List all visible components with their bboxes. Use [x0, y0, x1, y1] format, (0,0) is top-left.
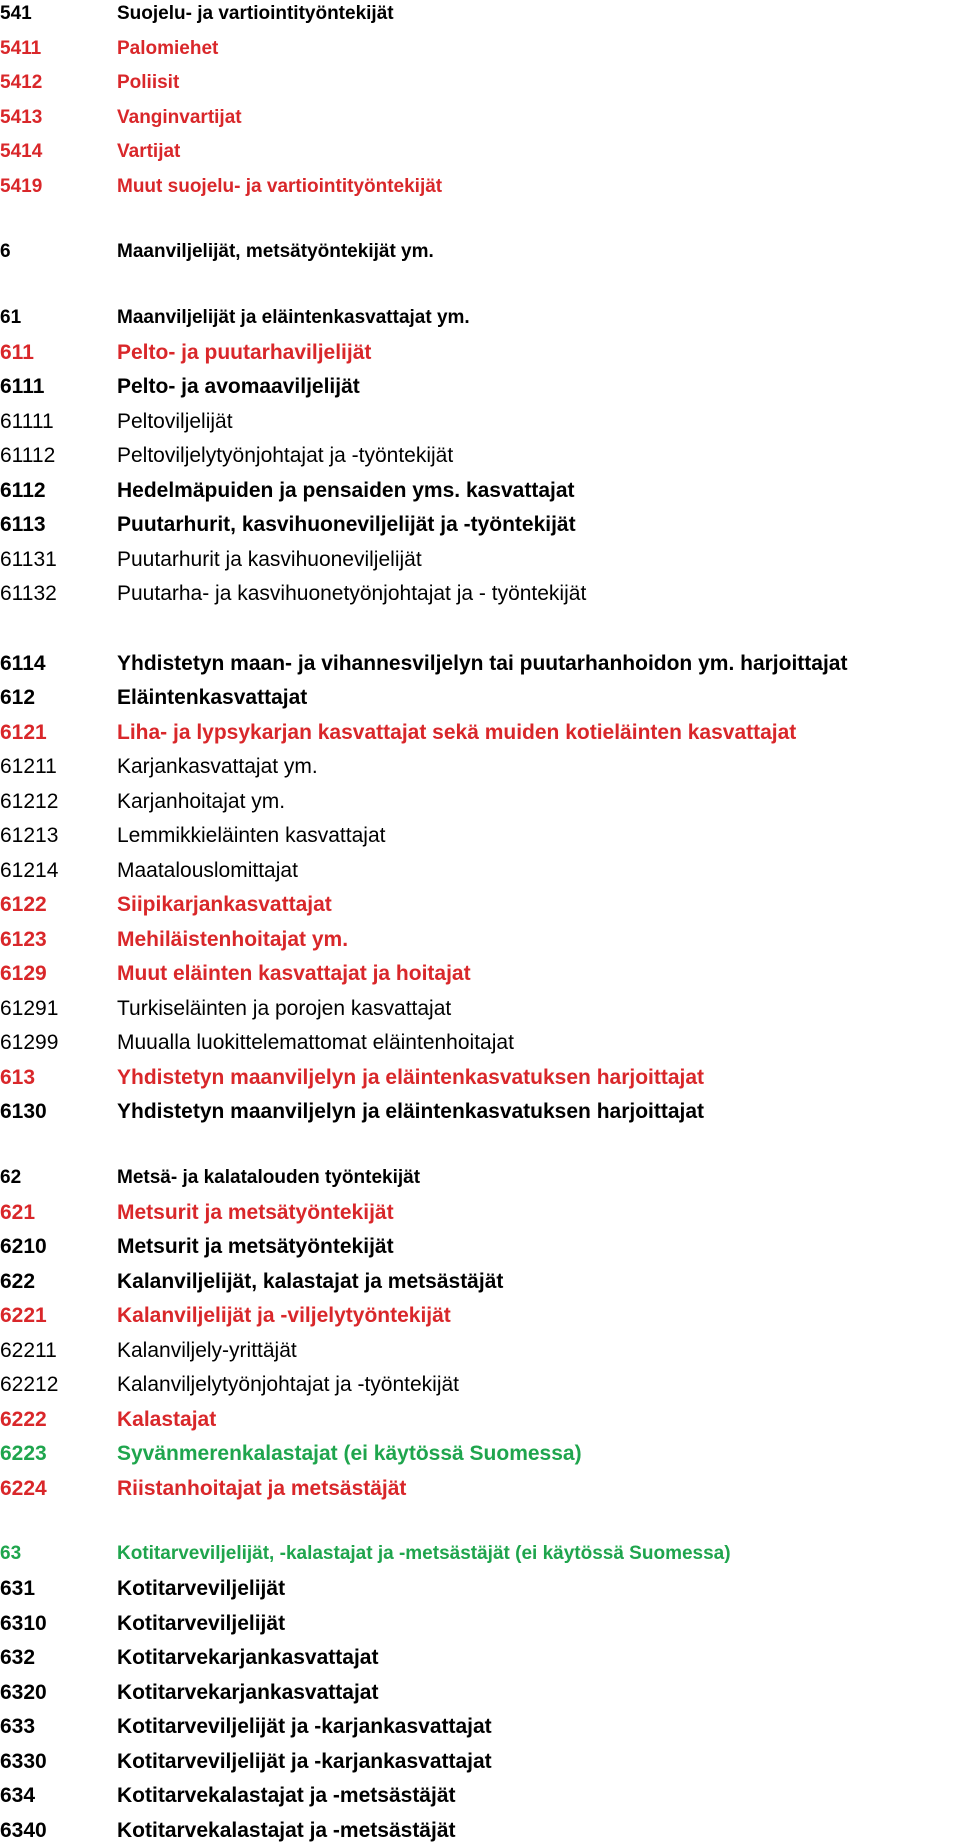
classification-row — [0, 1676, 960, 1710]
classification-row — [0, 1368, 960, 1402]
occupation-code: 6310 — [0, 1612, 47, 1635]
occupation-title: Kalanviljely-yrittäjät — [117, 1339, 297, 1362]
classification-row — [0, 1472, 960, 1506]
occupation-title: Kotitarveviljelijät, -kalastajat ja -metsästäjät (ei käytössä Suomessa) — [117, 1543, 731, 1564]
occupation-title: Lemmikkieläinten kasvattajat — [117, 824, 386, 847]
classification-row — [0, 1061, 960, 1095]
occupation-code: 62212 — [0, 1373, 59, 1396]
classification-row — [0, 1334, 960, 1368]
classification-row — [0, 888, 960, 922]
occupation-code: 61299 — [0, 1031, 59, 1054]
occupation-title: Maanviljelijät, metsätyöntekijät ym. — [117, 241, 434, 262]
occupation-title: Metsurit ja metsätyöntekijät — [117, 1235, 394, 1258]
occupation-code: 612 — [0, 686, 36, 709]
classification-row — [0, 647, 960, 681]
occupation-title: Puutarhurit ja kasvihuoneviljelijät — [117, 548, 422, 571]
occupation-title: Muut eläinten kasvattajat ja hoitajat — [117, 962, 471, 985]
occupation-code: 5419 — [0, 176, 43, 197]
occupation-code: 63 — [0, 1543, 22, 1564]
occupation-code: 62 — [0, 1167, 22, 1188]
classification-row — [0, 336, 960, 370]
classification-row — [0, 1095, 960, 1129]
occupation-title: Kotitarveviljelijät — [117, 1612, 286, 1635]
classification-row — [0, 1779, 960, 1813]
occupation-title: Kotitarveviljelijät ja -karjankasvattajat — [117, 1750, 492, 1773]
occupation-code: 6122 — [0, 893, 47, 916]
occupation-code: 6340 — [0, 1819, 47, 1842]
occupation-title: Kotitarvekarjankasvattajat — [117, 1681, 379, 1704]
classification-row — [0, 716, 960, 750]
classification-row — [0, 0, 960, 31]
occupation-code: 622 — [0, 1270, 36, 1293]
occupation-code: 5414 — [0, 141, 43, 162]
occupation-code: 6113 — [0, 513, 46, 536]
occupation-code: 61291 — [0, 997, 59, 1020]
classification-row — [0, 681, 960, 715]
occupation-title: Metsurit ja metsätyöntekijät — [117, 1201, 394, 1224]
occupation-code: 61132 — [0, 582, 57, 605]
classification-row — [0, 1026, 960, 1060]
occupation-title: Hedelmäpuiden ja pensaiden yms. kasvattajat — [117, 479, 575, 502]
occupation-title: Muut suojelu- ja vartiointityöntekijät — [117, 176, 443, 197]
occupation-title: Yhdistetyn maanviljelyn ja eläintenkasvatuksen harjoittajat — [117, 1100, 705, 1123]
classification-row — [0, 1814, 960, 1848]
classification-row — [0, 370, 960, 404]
classification-row — [0, 543, 960, 577]
classification-row — [0, 32, 960, 66]
classification-row — [0, 66, 960, 100]
classification-row — [0, 301, 960, 335]
occupation-code: 6221 — [0, 1304, 47, 1327]
occupation-title: Kotitarvekarjankasvattajat — [117, 1646, 379, 1669]
classification-row — [0, 439, 960, 473]
classification-row — [0, 1196, 960, 1230]
occupation-code: 6330 — [0, 1750, 47, 1773]
occupation-title: Siipikarjankasvattajat — [117, 893, 332, 916]
occupation-title: Mehiläistenhoitajat ym. — [117, 928, 349, 951]
occupation-code: 6112 — [0, 479, 46, 502]
occupation-title: Poliisit — [117, 72, 180, 93]
occupation-title: Palomiehet — [117, 38, 219, 59]
classification-row — [0, 508, 960, 542]
classification-row — [0, 1161, 960, 1195]
occupation-title: Syvänmerenkalastajat (ei käytössä Suomessa) — [117, 1442, 582, 1465]
occupation-title: Karjankasvattajat ym. — [117, 755, 318, 778]
occupation-code: 634 — [0, 1784, 36, 1807]
occupation-title: Pelto- ja avomaaviljelijät — [117, 375, 360, 398]
classification-row — [0, 785, 960, 819]
occupation-title: Vartijat — [117, 141, 181, 162]
occupation-title: Kalanviljelijät, kalastajat ja metsästäjät — [117, 1270, 504, 1293]
occupation-title: Kalanviljelytyönjohtajat ja -työntekijät — [117, 1373, 460, 1396]
classification-row — [0, 992, 960, 1026]
classification-row — [0, 923, 960, 957]
occupation-code: 5412 — [0, 72, 43, 93]
occupation-code: 613 — [0, 1066, 36, 1089]
classification-row — [0, 1230, 960, 1264]
occupation-title: Muualla luokittelemattomat eläintenhoitajat — [117, 1031, 514, 1054]
occupation-code: 6223 — [0, 1442, 47, 1465]
occupation-code: 61131 — [0, 548, 57, 571]
classification-row — [0, 405, 960, 439]
occupation-code: 611 — [0, 341, 34, 364]
occupation-title: Kalastajat — [117, 1408, 217, 1431]
occupation-title: Puutarha- ja kasvihuonetyönjohtajat ja - työntekijät — [117, 582, 587, 605]
occupation-title: Yhdistetyn maan- ja vihannesviljelyn tai puutarhanhoidon ym. harjoittajat — [117, 652, 848, 675]
occupation-code: 631 — [0, 1577, 36, 1600]
classification-row — [0, 170, 960, 204]
occupation-title: Maanviljelijät ja eläintenkasvattajat ym. — [117, 307, 470, 328]
occupation-title: Vanginvartijat — [117, 107, 242, 128]
occupation-title: Turkiseläinten ja porojen kasvattajat — [117, 997, 452, 1020]
occupation-code: 6121 — [0, 721, 47, 744]
occupation-code: 621 — [0, 1201, 36, 1224]
classification-row — [0, 1710, 960, 1744]
occupation-code: 6129 — [0, 962, 47, 985]
occupation-title: Riistanhoitajat ja metsästäjät — [117, 1477, 407, 1500]
occupation-title: Karjanhoitajat ym. — [117, 790, 286, 813]
occupation-title: Kotitarveviljelijät — [117, 1577, 286, 1600]
occupation-code: 5413 — [0, 107, 43, 128]
classification-row — [0, 750, 960, 784]
classification-row — [0, 1572, 960, 1606]
occupation-code: 5411 — [0, 38, 42, 59]
occupation-title: Liha- ja lypsykarjan kasvattajat sekä muiden kotieläinten kasvattajat — [117, 721, 797, 744]
occupation-code: 6111 — [0, 375, 45, 398]
occupation-title: Eläintenkasvattajat — [117, 686, 308, 709]
occupation-title: Kotitarvekalastajat ja -metsästäjät — [117, 1784, 456, 1807]
occupation-title: Maatalouslomittajat — [117, 859, 298, 882]
classification-row — [0, 1607, 960, 1641]
occupation-code: 61211 — [0, 755, 57, 778]
occupation-code: 6224 — [0, 1477, 47, 1500]
occupation-code: 62211 — [0, 1339, 57, 1362]
classification-row — [0, 854, 960, 888]
occupation-title: Peltoviljelytyönjohtajat ja -työntekijät — [117, 444, 454, 467]
classification-row — [0, 819, 960, 853]
classification-row — [0, 1745, 960, 1779]
classification-row — [0, 135, 960, 169]
classification-row — [0, 1641, 960, 1675]
occupation-code: 61 — [0, 307, 22, 328]
occupation-code: 6130 — [0, 1100, 47, 1123]
occupation-code: 541 — [0, 3, 32, 24]
occupation-title: Kotitarveviljelijät ja -karjankasvattajat — [117, 1715, 492, 1738]
occupation-code: 61213 — [0, 824, 59, 847]
classification-row — [0, 1299, 960, 1333]
occupation-title: Metsä- ja kalatalouden työntekijät — [117, 1167, 421, 1188]
occupation-title: Peltoviljelijät — [117, 410, 233, 433]
occupation-title: Pelto- ja puutarhaviljelijät — [117, 341, 372, 364]
occupation-title: Yhdistetyn maanviljelyn ja eläintenkasvatuksen harjoittajat — [117, 1066, 705, 1089]
occupation-code: 6 — [0, 241, 11, 262]
occupation-code: 61112 — [0, 444, 56, 467]
occupation-code: 6114 — [0, 652, 46, 675]
classification-row — [0, 1537, 960, 1571]
occupation-code: 6123 — [0, 928, 47, 951]
occupation-title: Suojelu- ja vartiointityöntekijät — [117, 3, 394, 24]
occupation-title: Kalanviljelijät ja -viljelytyöntekijät — [117, 1304, 451, 1327]
occupation-code: 6222 — [0, 1408, 47, 1431]
occupation-code: 61214 — [0, 859, 59, 882]
occupation-code: 632 — [0, 1646, 36, 1669]
occupation-code: 633 — [0, 1715, 36, 1738]
occupation-code: 6320 — [0, 1681, 47, 1704]
classification-row — [0, 1437, 960, 1471]
occupation-title: Puutarhurit, kasvihuoneviljelijät ja -työntekijät — [117, 513, 576, 536]
classification-row — [0, 235, 960, 269]
occupation-title: Kotitarvekalastajat ja -metsästäjät — [117, 1819, 456, 1842]
classification-row — [0, 474, 960, 508]
classification-row — [0, 1403, 960, 1437]
occupation-code: 61212 — [0, 790, 59, 813]
classification-row — [0, 101, 960, 135]
occupation-code: 6210 — [0, 1235, 47, 1258]
classification-row — [0, 1265, 960, 1299]
classification-row — [0, 577, 960, 611]
occupation-code: 61111 — [0, 410, 54, 433]
classification-row — [0, 957, 960, 991]
